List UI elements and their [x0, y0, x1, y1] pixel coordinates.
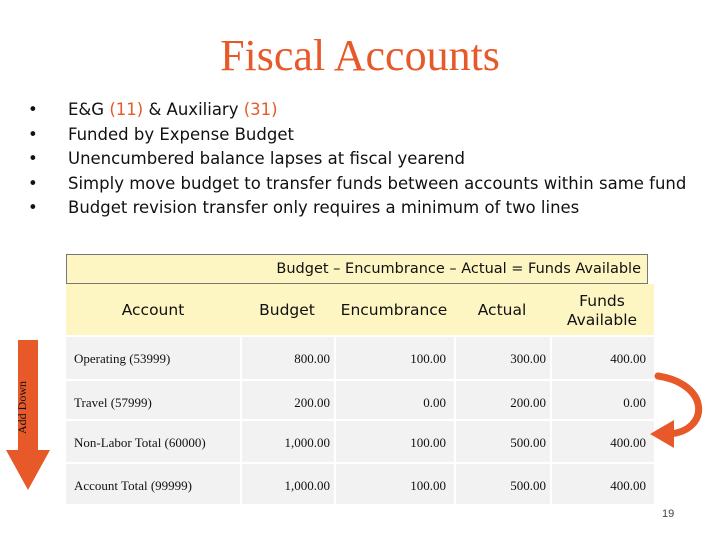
bullet-list — [28, 98, 686, 221]
cell-encumbrance: 100.00 — [410, 435, 446, 450]
table-row — [66, 419, 654, 465]
column-divider — [550, 337, 552, 504]
bullet-item — [28, 147, 686, 172]
column-divider — [240, 337, 242, 504]
header-funds-line1: Funds — [579, 291, 625, 310]
cell-funds: 400.00 — [610, 351, 646, 366]
header-funds-available — [550, 284, 654, 337]
cell-actual: 500.00 — [510, 478, 546, 493]
bullet-dot: • — [28, 124, 38, 144]
header-actual: Actual — [454, 284, 552, 337]
cell-account: Account Total (99999) — [74, 478, 192, 493]
cell-encumbrance: 0.00 — [423, 395, 446, 410]
bullet-item — [28, 196, 686, 221]
bullet-dot: • — [28, 149, 38, 169]
funds-formula: Budget – Encumbrance – Actual = Funds Available — [66, 254, 648, 284]
bullet-text: Funded by Expense Budget — [68, 124, 294, 144]
cell-actual: 500.00 — [510, 435, 546, 450]
fund-code: (11) — [109, 100, 144, 119]
page-number: 19 — [662, 508, 675, 520]
cell-encumbrance: 100.00 — [410, 351, 446, 366]
bullet-dot: • — [28, 173, 38, 193]
table-row — [66, 462, 654, 508]
bullet-text: Unencumbered balance lapses at fiscal yearend — [68, 149, 465, 169]
header-encumbrance: Encumbrance — [334, 284, 456, 337]
bullet-dot: • — [28, 100, 38, 119]
cell-actual: 200.00 — [510, 395, 546, 410]
bullet-item — [28, 98, 686, 123]
cell-budget: 200.00 — [294, 395, 330, 410]
header-funds-line2: Available — [566, 310, 638, 329]
fund-code: (31) — [243, 100, 278, 119]
cell-budget: 1,000.00 — [284, 478, 330, 493]
cell-account: Operating (53999) — [74, 351, 171, 366]
bullet-dot: • — [28, 198, 38, 218]
cell-budget: 800.00 — [294, 351, 330, 366]
header-account: Account — [66, 284, 242, 337]
cell-account: Non-Labor Total (60000) — [74, 435, 206, 450]
slide-title: Fiscal Accounts — [220, 31, 500, 80]
cell-actual: 300.00 — [510, 351, 546, 366]
bullet-text: Budget revision transfer only requires a minimum of two lines — [68, 198, 580, 218]
bullet-text-part: E&G — [68, 100, 110, 119]
cell-budget: 1,000.00 — [284, 435, 330, 450]
cell-funds: 400.00 — [610, 478, 646, 493]
bullet-item — [28, 123, 686, 148]
cell-funds: 400.00 — [610, 435, 646, 450]
cell-encumbrance: 100.00 — [410, 478, 446, 493]
bullet-text-part: & Auxiliary — [143, 100, 244, 119]
header-budget: Budget — [240, 284, 336, 337]
column-divider — [334, 337, 336, 504]
curved-arrow-icon — [640, 370, 720, 450]
cell-account: Travel (57999) — [74, 395, 152, 410]
table-row — [66, 335, 654, 381]
cell-funds: 0.00 — [623, 395, 646, 410]
accounts-table — [66, 284, 654, 504]
bullet-item — [28, 172, 686, 197]
bullet-text: Simply move budget to transfer funds between accounts within same fund — [68, 173, 687, 193]
add-down-label: Add Down — [15, 381, 29, 434]
column-divider — [454, 337, 456, 504]
